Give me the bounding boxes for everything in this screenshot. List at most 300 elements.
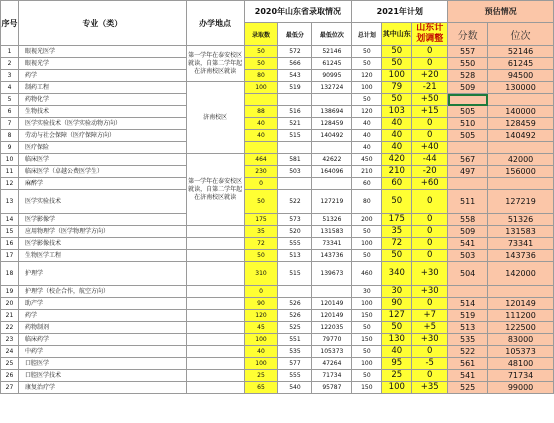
header-estimate-group[interactable]: 预估情况 — [448, 1, 554, 23]
major-cell[interactable]: 医疗保险 — [18, 142, 186, 154]
shandong-plan-cell[interactable]: 50 — [382, 250, 412, 262]
min-rank-cell[interactable]: 132724 — [312, 82, 352, 94]
estimated-score-cell[interactable]: 511 — [448, 190, 488, 214]
estimated-rank-cell[interactable]: 42000 — [488, 154, 554, 166]
estimated-rank-cell[interactable]: 140000 — [488, 106, 554, 118]
shandong-plan-cell[interactable]: 40 — [382, 118, 412, 130]
estimated-rank-cell[interactable]: 127219 — [488, 190, 554, 214]
major-cell[interactable]: 口腔医学技术 — [18, 370, 186, 382]
admitted-cell[interactable]: 310 — [244, 262, 278, 286]
total-plan-cell[interactable]: 50 — [352, 58, 382, 70]
min-rank-cell[interactable]: 120149 — [312, 298, 352, 310]
estimated-rank-cell[interactable]: 94500 — [488, 70, 554, 82]
min-score-cell[interactable]: 581 — [278, 154, 312, 166]
min-score-cell[interactable]: 555 — [278, 238, 312, 250]
row-seq[interactable]: 15 — [1, 226, 19, 238]
shandong-adjust-cell[interactable]: +60 — [412, 178, 448, 190]
row-seq[interactable]: 26 — [1, 370, 19, 382]
estimated-score-cell[interactable]: 528 — [448, 70, 488, 82]
admitted-cell[interactable]: 40 — [244, 130, 278, 142]
estimated-rank-cell[interactable] — [488, 178, 554, 190]
min-rank-cell[interactable] — [312, 94, 352, 106]
campus-cell[interactable] — [186, 298, 244, 310]
min-rank-cell[interactable]: 164096 — [312, 166, 352, 178]
shandong-plan-cell[interactable]: 72 — [382, 238, 412, 250]
total-plan-cell[interactable]: 100 — [352, 298, 382, 310]
estimated-score-cell[interactable]: 567 — [448, 154, 488, 166]
admitted-cell[interactable]: 100 — [244, 334, 278, 346]
estimated-score-cell[interactable]: 503 — [448, 250, 488, 262]
admitted-cell[interactable]: 0 — [244, 178, 278, 190]
shandong-adjust-cell[interactable]: +30 — [412, 286, 448, 298]
estimated-rank-cell[interactable] — [488, 286, 554, 298]
campus-cell[interactable] — [186, 310, 244, 322]
row-seq[interactable]: 17 — [1, 250, 19, 262]
min-rank-cell[interactable]: 47264 — [312, 358, 352, 370]
major-cell[interactable]: 口腔医学 — [18, 358, 186, 370]
shandong-adjust-cell[interactable]: 0 — [412, 250, 448, 262]
admitted-cell[interactable]: 120 — [244, 310, 278, 322]
row-seq[interactable]: 18 — [1, 262, 19, 286]
min-rank-cell[interactable]: 122035 — [312, 322, 352, 334]
campus-cell[interactable] — [186, 370, 244, 382]
shandong-adjust-cell[interactable]: 0 — [412, 370, 448, 382]
row-seq[interactable]: 1 — [1, 46, 19, 58]
admitted-cell[interactable] — [244, 142, 278, 154]
campus-cell[interactable] — [186, 358, 244, 370]
estimated-score-cell[interactable] — [448, 142, 488, 154]
total-plan-cell[interactable]: 50 — [352, 94, 382, 106]
shandong-plan-cell[interactable]: 40 — [382, 142, 412, 154]
total-plan-cell[interactable]: 50 — [352, 322, 382, 334]
header-min-score[interactable]: 最低分 — [278, 23, 312, 46]
shandong-plan-cell[interactable]: 340 — [382, 262, 412, 286]
shandong-plan-cell[interactable]: 50 — [382, 94, 412, 106]
admitted-cell[interactable]: 72 — [244, 238, 278, 250]
header-min-rank[interactable]: 最低位次 — [312, 23, 352, 46]
total-plan-cell[interactable]: 50 — [352, 46, 382, 58]
major-cell[interactable]: 药学 — [18, 70, 186, 82]
header-estimated-score[interactable]: 分数 — [448, 23, 488, 46]
min-rank-cell[interactable]: 61245 — [312, 58, 352, 70]
admitted-cell[interactable]: 25 — [244, 370, 278, 382]
estimated-rank-cell[interactable]: 140492 — [488, 130, 554, 142]
total-plan-cell[interactable]: 50 — [352, 346, 382, 358]
row-seq[interactable]: 27 — [1, 382, 19, 394]
shandong-plan-cell[interactable]: 50 — [382, 58, 412, 70]
major-cell[interactable]: 医学影像学 — [18, 214, 186, 226]
shandong-plan-cell[interactable]: 103 — [382, 106, 412, 118]
admitted-cell[interactable] — [244, 94, 278, 106]
row-seq[interactable]: 8 — [1, 130, 19, 142]
min-score-cell[interactable]: 535 — [278, 346, 312, 358]
estimated-score-cell[interactable]: 497 — [448, 166, 488, 178]
shandong-plan-cell[interactable]: 175 — [382, 214, 412, 226]
estimated-score-cell[interactable]: 541 — [448, 238, 488, 250]
admitted-cell[interactable]: 40 — [244, 346, 278, 358]
shandong-adjust-cell[interactable]: -20 — [412, 166, 448, 178]
admitted-cell[interactable]: 40 — [244, 118, 278, 130]
estimated-rank-cell[interactable]: 105373 — [488, 346, 554, 358]
major-cell[interactable]: 应用物理学（医学物理学方向） — [18, 226, 186, 238]
min-score-cell[interactable]: 525 — [278, 322, 312, 334]
min-score-cell[interactable] — [278, 286, 312, 298]
total-plan-cell[interactable]: 200 — [352, 214, 382, 226]
min-rank-cell[interactable]: 140492 — [312, 130, 352, 142]
total-plan-cell[interactable]: 450 — [352, 154, 382, 166]
shandong-plan-cell[interactable]: 420 — [382, 154, 412, 166]
shandong-plan-cell[interactable]: 90 — [382, 298, 412, 310]
campus-cell[interactable] — [186, 334, 244, 346]
row-seq[interactable]: 22 — [1, 322, 19, 334]
row-seq[interactable]: 4 — [1, 82, 19, 94]
estimated-score-cell[interactable] — [448, 178, 488, 190]
min-score-cell[interactable]: 551 — [278, 334, 312, 346]
row-seq[interactable]: 19 — [1, 286, 19, 298]
major-cell[interactable]: 药物化学 — [18, 94, 186, 106]
shandong-adjust-cell[interactable]: +20 — [412, 70, 448, 82]
min-rank-cell[interactable]: 90995 — [312, 70, 352, 82]
shandong-adjust-cell[interactable]: +15 — [412, 106, 448, 118]
shandong-plan-cell[interactable]: 100 — [382, 70, 412, 82]
total-plan-cell[interactable]: 40 — [352, 118, 382, 130]
row-seq[interactable]: 3 — [1, 70, 19, 82]
estimated-rank-cell[interactable]: 128459 — [488, 118, 554, 130]
total-plan-cell[interactable]: 120 — [352, 106, 382, 118]
min-score-cell[interactable]: 577 — [278, 358, 312, 370]
header-shandong-adjust[interactable]: 山东计划调整 — [412, 23, 448, 46]
estimated-rank-cell[interactable]: 99000 — [488, 382, 554, 394]
major-cell[interactable]: 生物技术 — [18, 106, 186, 118]
admitted-cell[interactable]: 0 — [244, 286, 278, 298]
shandong-adjust-cell[interactable]: +35 — [412, 382, 448, 394]
min-score-cell[interactable] — [278, 178, 312, 190]
min-rank-cell[interactable] — [312, 142, 352, 154]
min-score-cell[interactable] — [278, 142, 312, 154]
total-plan-cell[interactable]: 40 — [352, 130, 382, 142]
shandong-adjust-cell[interactable]: 0 — [412, 118, 448, 130]
row-seq[interactable]: 6 — [1, 106, 19, 118]
total-plan-cell[interactable]: 460 — [352, 262, 382, 286]
min-rank-cell[interactable] — [312, 286, 352, 298]
admitted-cell[interactable]: 90 — [244, 298, 278, 310]
major-cell[interactable]: 医学实验技术 — [18, 190, 186, 214]
row-seq[interactable]: 5 — [1, 94, 19, 106]
estimated-rank-cell[interactable]: 122500 — [488, 322, 554, 334]
admitted-cell[interactable]: 50 — [244, 58, 278, 70]
campus-cell[interactable] — [186, 262, 244, 286]
row-seq[interactable]: 13 — [1, 190, 19, 214]
major-cell[interactable]: 康复治疗学 — [18, 382, 186, 394]
shandong-adjust-cell[interactable]: +40 — [412, 142, 448, 154]
estimated-score-cell[interactable]: 557 — [448, 46, 488, 58]
estimated-rank-cell[interactable]: 142000 — [488, 262, 554, 286]
shandong-plan-cell[interactable]: 60 — [382, 178, 412, 190]
estimated-score-cell[interactable]: 541 — [448, 370, 488, 382]
campus-cell[interactable]: 第一学年在泰安校区就读，自第二学年起在济南校区就读 — [186, 154, 244, 226]
min-rank-cell[interactable]: 138694 — [312, 106, 352, 118]
min-score-cell[interactable]: 521 — [278, 118, 312, 130]
min-rank-cell[interactable]: 131583 — [312, 226, 352, 238]
shandong-plan-cell[interactable]: 50 — [382, 322, 412, 334]
estimated-score-cell[interactable] — [448, 94, 488, 106]
row-seq[interactable]: 12 — [1, 178, 19, 190]
row-seq[interactable]: 9 — [1, 142, 19, 154]
major-cell[interactable]: 护理学（校企合作，航空方向） — [18, 286, 186, 298]
min-rank-cell[interactable]: 51326 — [312, 214, 352, 226]
admitted-cell[interactable]: 50 — [244, 190, 278, 214]
header-seq[interactable]: 序号 — [1, 1, 19, 46]
total-plan-cell[interactable]: 80 — [352, 190, 382, 214]
min-score-cell[interactable]: 572 — [278, 46, 312, 58]
estimated-rank-cell[interactable]: 83000 — [488, 334, 554, 346]
estimated-rank-cell[interactable]: 143736 — [488, 250, 554, 262]
campus-cell[interactable] — [186, 286, 244, 298]
min-score-cell[interactable]: 526 — [278, 310, 312, 322]
min-rank-cell[interactable]: 143736 — [312, 250, 352, 262]
total-plan-cell[interactable]: 120 — [352, 70, 382, 82]
estimated-rank-cell[interactable]: 51326 — [488, 214, 554, 226]
shandong-plan-cell[interactable]: 40 — [382, 130, 412, 142]
header-total-plan[interactable]: 总计划 — [352, 23, 382, 46]
min-rank-cell[interactable]: 127219 — [312, 190, 352, 214]
shandong-adjust-cell[interactable]: -44 — [412, 154, 448, 166]
estimated-rank-cell[interactable] — [488, 142, 554, 154]
shandong-adjust-cell[interactable]: 0 — [412, 214, 448, 226]
shandong-adjust-cell[interactable]: +7 — [412, 310, 448, 322]
min-score-cell[interactable]: 516 — [278, 106, 312, 118]
header-admitted[interactable]: 录取数 — [244, 23, 278, 46]
estimated-score-cell[interactable]: 505 — [448, 106, 488, 118]
major-cell[interactable]: 制药工程 — [18, 82, 186, 94]
shandong-plan-cell[interactable]: 50 — [382, 190, 412, 214]
major-cell[interactable]: 助产学 — [18, 298, 186, 310]
major-cell[interactable]: 麻醉学 — [18, 178, 186, 190]
header-estimated-rank[interactable]: 位次 — [488, 23, 554, 46]
estimated-score-cell[interactable]: 558 — [448, 214, 488, 226]
major-cell[interactable]: 劳动与社会保障（医疗保障方向） — [18, 130, 186, 142]
major-cell[interactable]: 医学实验技术（医学实验动物方向） — [18, 118, 186, 130]
header-shandong-plan[interactable]: 其中山东 — [382, 23, 412, 46]
shandong-plan-cell[interactable]: 79 — [382, 82, 412, 94]
admitted-cell[interactable]: 50 — [244, 250, 278, 262]
major-cell[interactable]: 生物医学工程 — [18, 250, 186, 262]
admitted-cell[interactable]: 35 — [244, 226, 278, 238]
total-plan-cell[interactable]: 210 — [352, 166, 382, 178]
min-score-cell[interactable]: 566 — [278, 58, 312, 70]
shandong-adjust-cell[interactable]: +5 — [412, 322, 448, 334]
min-rank-cell[interactable]: 42622 — [312, 154, 352, 166]
min-rank-cell[interactable]: 71734 — [312, 370, 352, 382]
shandong-plan-cell[interactable]: 50 — [382, 46, 412, 58]
shandong-adjust-cell[interactable]: 0 — [412, 190, 448, 214]
major-cell[interactable]: 眼视光医学 — [18, 46, 186, 58]
min-rank-cell[interactable]: 73341 — [312, 238, 352, 250]
estimated-score-cell[interactable]: 522 — [448, 346, 488, 358]
major-cell[interactable]: 药物制剂 — [18, 322, 186, 334]
total-plan-cell[interactable]: 100 — [352, 82, 382, 94]
major-cell[interactable]: 临床医学（卓越公费医学生） — [18, 166, 186, 178]
estimated-score-cell[interactable]: 514 — [448, 298, 488, 310]
min-score-cell[interactable]: 526 — [278, 298, 312, 310]
min-score-cell[interactable]: 555 — [278, 370, 312, 382]
estimated-rank-cell[interactable]: 52146 — [488, 46, 554, 58]
estimated-rank-cell[interactable]: 61245 — [488, 58, 554, 70]
header-2020-group[interactable]: 2020年山东省录取情况 — [244, 1, 352, 23]
admitted-cell[interactable]: 65 — [244, 382, 278, 394]
min-score-cell[interactable]: 513 — [278, 250, 312, 262]
shandong-adjust-cell[interactable]: 0 — [412, 130, 448, 142]
estimated-rank-cell[interactable]: 130000 — [488, 82, 554, 94]
estimated-rank-cell[interactable]: 71734 — [488, 370, 554, 382]
estimated-rank-cell[interactable]: 120149 — [488, 298, 554, 310]
admitted-cell[interactable]: 100 — [244, 358, 278, 370]
campus-cell[interactable] — [186, 250, 244, 262]
shandong-adjust-cell[interactable]: +30 — [412, 262, 448, 286]
total-plan-cell[interactable]: 50 — [352, 226, 382, 238]
estimated-rank-cell[interactable] — [488, 94, 554, 106]
estimated-score-cell[interactable]: 510 — [448, 118, 488, 130]
estimated-score-cell[interactable]: 504 — [448, 262, 488, 286]
shandong-plan-cell[interactable]: 30 — [382, 286, 412, 298]
min-score-cell[interactable]: 515 — [278, 130, 312, 142]
row-seq[interactable]: 7 — [1, 118, 19, 130]
campus-cell[interactable] — [186, 226, 244, 238]
campus-cell[interactable] — [186, 382, 244, 394]
major-cell[interactable]: 临床医学 — [18, 154, 186, 166]
estimated-score-cell[interactable]: 535 — [448, 334, 488, 346]
shandong-plan-cell[interactable]: 35 — [382, 226, 412, 238]
estimated-score-cell[interactable]: 550 — [448, 58, 488, 70]
total-plan-cell[interactable]: 100 — [352, 238, 382, 250]
min-rank-cell[interactable]: 95787 — [312, 382, 352, 394]
campus-cell[interactable] — [186, 322, 244, 334]
admitted-cell[interactable]: 230 — [244, 166, 278, 178]
row-seq[interactable]: 14 — [1, 214, 19, 226]
min-rank-cell[interactable]: 128459 — [312, 118, 352, 130]
shandong-plan-cell[interactable]: 95 — [382, 358, 412, 370]
total-plan-cell[interactable]: 150 — [352, 382, 382, 394]
shandong-adjust-cell[interactable]: 0 — [412, 58, 448, 70]
estimated-score-cell[interactable]: 509 — [448, 82, 488, 94]
row-seq[interactable]: 11 — [1, 166, 19, 178]
row-seq[interactable]: 10 — [1, 154, 19, 166]
total-plan-cell[interactable]: 60 — [352, 178, 382, 190]
shandong-plan-cell[interactable]: 25 — [382, 370, 412, 382]
campus-cell[interactable]: 济南校区 — [186, 82, 244, 154]
admitted-cell[interactable]: 100 — [244, 82, 278, 94]
row-seq[interactable]: 2 — [1, 58, 19, 70]
shandong-adjust-cell[interactable]: 0 — [412, 46, 448, 58]
total-plan-cell[interactable]: 150 — [352, 310, 382, 322]
shandong-adjust-cell[interactable]: -5 — [412, 358, 448, 370]
min-score-cell[interactable]: 543 — [278, 70, 312, 82]
campus-cell[interactable] — [186, 238, 244, 250]
min-rank-cell[interactable]: 52146 — [312, 46, 352, 58]
shandong-plan-cell[interactable]: 127 — [382, 310, 412, 322]
shandong-plan-cell[interactable]: 100 — [382, 382, 412, 394]
shandong-adjust-cell[interactable]: +50 — [412, 94, 448, 106]
estimated-rank-cell[interactable]: 48100 — [488, 358, 554, 370]
min-score-cell[interactable]: 520 — [278, 226, 312, 238]
campus-cell[interactable] — [186, 346, 244, 358]
min-rank-cell[interactable]: 139673 — [312, 262, 352, 286]
min-score-cell[interactable]: 573 — [278, 214, 312, 226]
total-plan-cell[interactable]: 100 — [352, 358, 382, 370]
estimated-score-cell[interactable]: 525 — [448, 382, 488, 394]
min-score-cell[interactable]: 503 — [278, 166, 312, 178]
admitted-cell[interactable]: 175 — [244, 214, 278, 226]
campus-cell[interactable]: 第一学年在泰安校区就读，自第二学年起在济南校区就读 — [186, 46, 244, 82]
estimated-score-cell[interactable]: 519 — [448, 310, 488, 322]
min-rank-cell[interactable]: 79770 — [312, 334, 352, 346]
shandong-adjust-cell[interactable]: 0 — [412, 238, 448, 250]
header-major[interactable]: 专业（类） — [18, 1, 186, 46]
shandong-plan-cell[interactable]: 210 — [382, 166, 412, 178]
row-seq[interactable]: 24 — [1, 346, 19, 358]
row-seq[interactable]: 21 — [1, 310, 19, 322]
shandong-adjust-cell[interactable]: 0 — [412, 298, 448, 310]
total-plan-cell[interactable]: 50 — [352, 250, 382, 262]
admitted-cell[interactable]: 464 — [244, 154, 278, 166]
total-plan-cell[interactable]: 30 — [352, 286, 382, 298]
admitted-cell[interactable]: 50 — [244, 46, 278, 58]
shandong-adjust-cell[interactable]: -21 — [412, 82, 448, 94]
shandong-adjust-cell[interactable]: +30 — [412, 334, 448, 346]
major-cell[interactable]: 中药学 — [18, 346, 186, 358]
admitted-cell[interactable]: 45 — [244, 322, 278, 334]
major-cell[interactable]: 眼视光学 — [18, 58, 186, 70]
major-cell[interactable]: 药学 — [18, 310, 186, 322]
row-seq[interactable]: 16 — [1, 238, 19, 250]
estimated-score-cell[interactable] — [448, 286, 488, 298]
row-seq[interactable]: 20 — [1, 298, 19, 310]
row-seq[interactable]: 23 — [1, 334, 19, 346]
total-plan-cell[interactable]: 40 — [352, 142, 382, 154]
major-cell[interactable]: 临床药学 — [18, 334, 186, 346]
shandong-adjust-cell[interactable]: 0 — [412, 226, 448, 238]
total-plan-cell[interactable]: 150 — [352, 334, 382, 346]
min-score-cell[interactable]: 522 — [278, 190, 312, 214]
shandong-plan-cell[interactable]: 130 — [382, 334, 412, 346]
estimated-score-cell[interactable]: 561 — [448, 358, 488, 370]
estimated-score-cell[interactable]: 509 — [448, 226, 488, 238]
estimated-rank-cell[interactable]: 156000 — [488, 166, 554, 178]
shandong-plan-cell[interactable]: 40 — [382, 346, 412, 358]
estimated-rank-cell[interactable]: 131583 — [488, 226, 554, 238]
min-score-cell[interactable]: 519 — [278, 82, 312, 94]
estimated-rank-cell[interactable]: 111200 — [488, 310, 554, 322]
shandong-adjust-cell[interactable]: 0 — [412, 346, 448, 358]
major-cell[interactable]: 医学影像技术 — [18, 238, 186, 250]
header-2021-group[interactable]: 2021年计划 — [352, 1, 448, 23]
min-rank-cell[interactable]: 105373 — [312, 346, 352, 358]
header-campus[interactable]: 办学地点 — [186, 1, 244, 46]
admitted-cell[interactable]: 80 — [244, 70, 278, 82]
row-seq[interactable]: 25 — [1, 358, 19, 370]
admitted-cell[interactable]: 88 — [244, 106, 278, 118]
estimated-rank-cell[interactable]: 73341 — [488, 238, 554, 250]
estimated-score-cell[interactable]: 513 — [448, 322, 488, 334]
min-score-cell[interactable] — [278, 94, 312, 106]
estimated-score-cell[interactable]: 505 — [448, 130, 488, 142]
min-score-cell[interactable]: 515 — [278, 262, 312, 286]
major-cell[interactable]: 护理学 — [18, 262, 186, 286]
min-rank-cell[interactable]: 120149 — [312, 310, 352, 322]
min-score-cell[interactable]: 540 — [278, 382, 312, 394]
min-rank-cell[interactable] — [312, 178, 352, 190]
total-plan-cell[interactable]: 50 — [352, 370, 382, 382]
